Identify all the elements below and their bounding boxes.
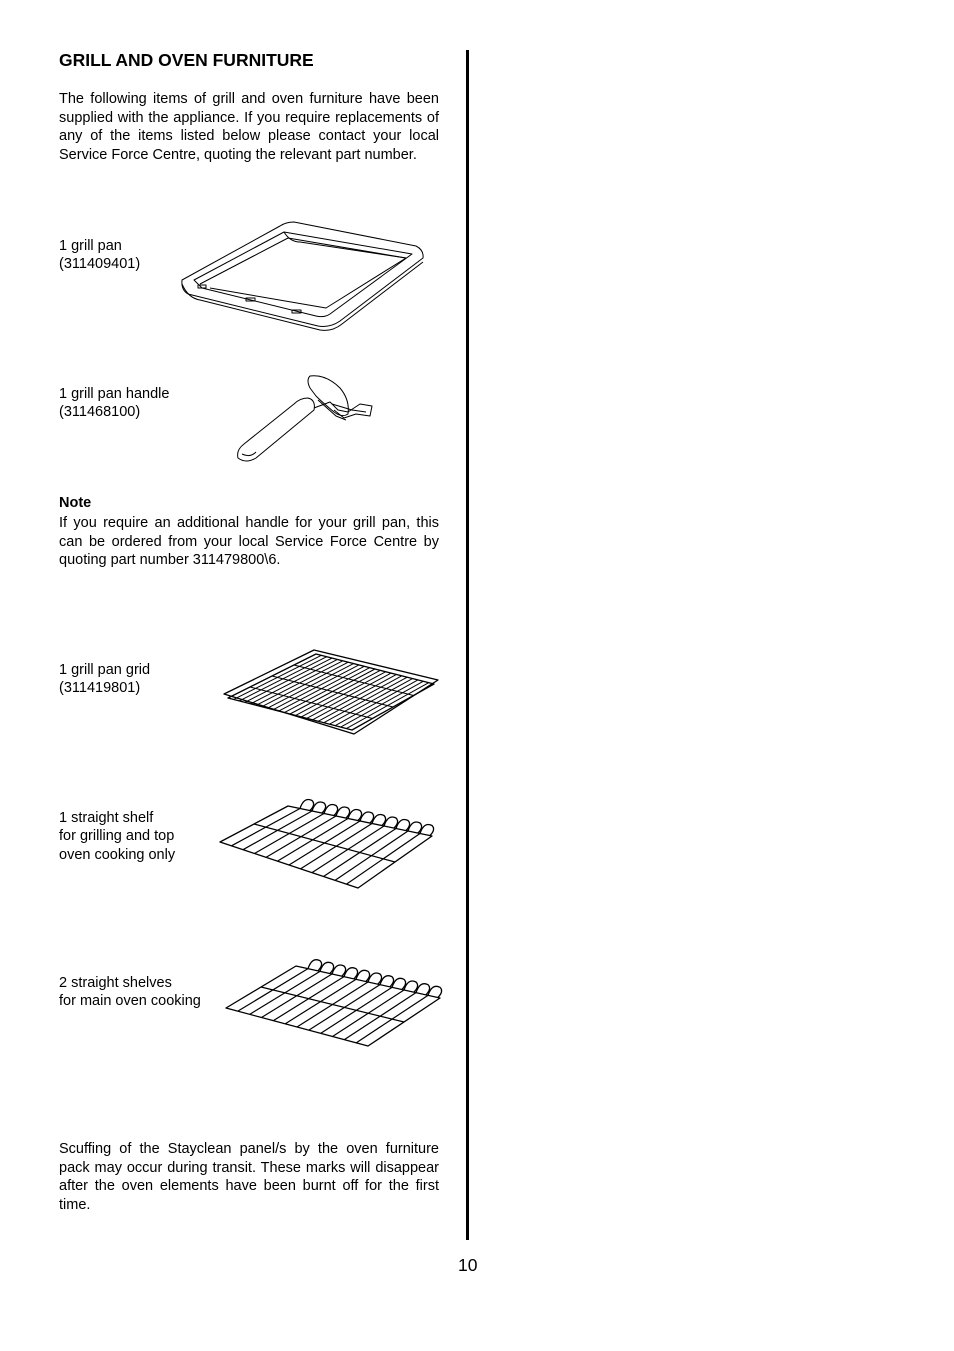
item-line: oven cooking only	[59, 846, 176, 863]
note-title: Note	[59, 495, 92, 511]
item-part-number: (311468100)	[59, 404, 141, 421]
item-line: 1 grill pan handle	[59, 386, 170, 402]
item-grill-pan-handle-label	[59, 385, 169, 422]
item-line: for main oven cooking	[59, 993, 201, 1010]
page-number: 10	[458, 1255, 478, 1275]
item-line: 1 grill pan grid	[59, 662, 151, 678]
intro-paragraph: The following items of grill and oven furniture have been supplied with the appliance. If you require replacements of any of the items listed below please contact your local Service Force Centre, quoting the relevant part number.	[59, 91, 439, 163]
straight-shelves-illustration	[224, 956, 444, 1052]
grill-pan-grid-illustration	[222, 646, 440, 738]
page-heading: GRILL AND OVEN FURNITURE	[59, 50, 314, 70]
grill-pan-handle-illustration	[236, 374, 378, 464]
item-line: 1 grill pan	[59, 238, 122, 254]
column-divider	[466, 50, 469, 1240]
item-grill-pan-grid-label	[59, 661, 150, 698]
item-line: for grilling and top	[59, 828, 175, 845]
item-grill-pan-label	[59, 237, 140, 274]
item-part-number: (311409401)	[59, 256, 141, 273]
item-straight-shelves-label	[59, 974, 201, 1011]
footer-paragraph: Scuffing of the Stayclean panel/s by the oven furniture pack may occur during transit. These marks will disappear after the oven elements have been burnt off for the first time.	[59, 1141, 439, 1213]
note-text: If you require an additional handle for your grill pan, this can be ordered from your local Service Force Centre by quoting part number 311479800\6.	[59, 515, 439, 568]
grill-pan-illustration	[180, 218, 426, 330]
item-line: 1 straight shelf	[59, 810, 154, 826]
straight-shelf-illustration	[218, 796, 438, 894]
item-part-number: (311419801)	[59, 680, 141, 697]
item-straight-shelf-label	[59, 809, 175, 864]
item-line: 2 straight shelves	[59, 975, 172, 991]
